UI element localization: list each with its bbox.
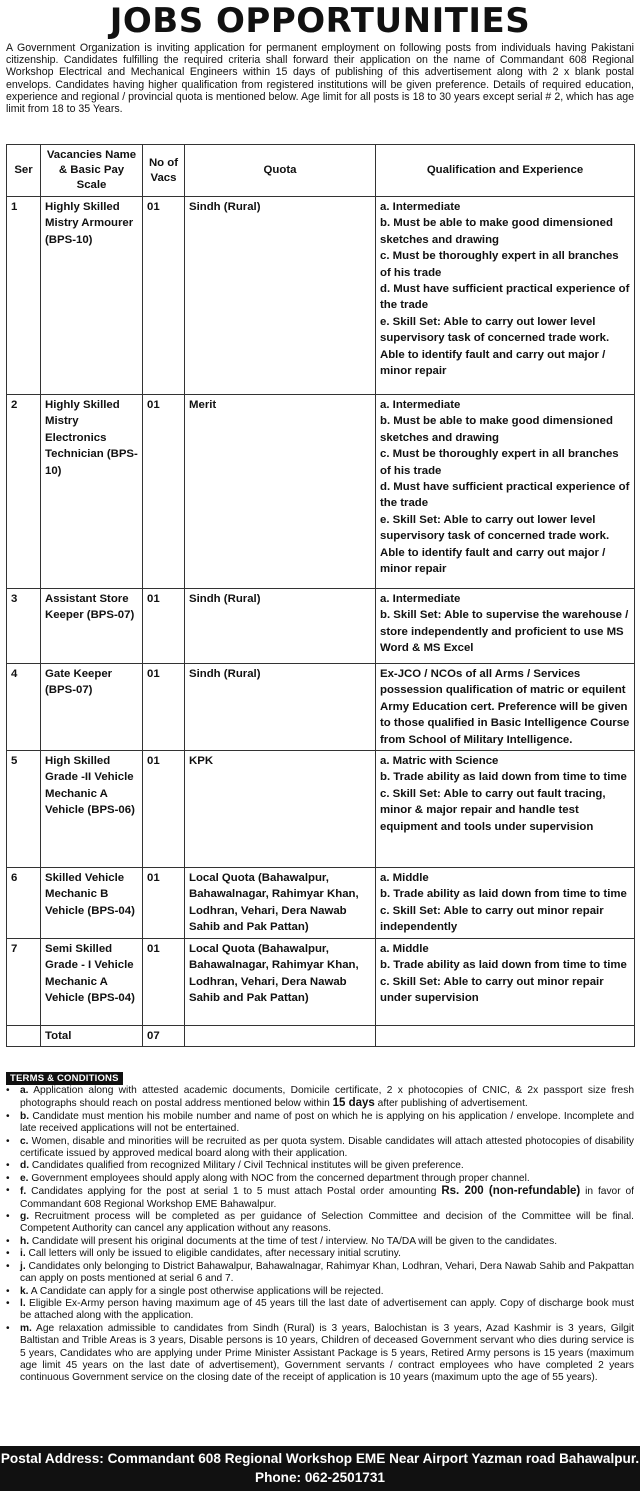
qualification-cell [376,197,635,395]
quota-cell: Local Quota (Bahawalpur, Bahawalnagar, Rahimyar Khan, Lodhran, Vehari, Dera Nawab Sahib and Pak Pattan) [185,868,376,939]
term-key: e. [20,1172,29,1184]
quota-cell: Merit [185,395,376,589]
table-header-row [7,145,635,197]
qualification-cell [376,664,635,751]
vacancy-cell: Gate Keeper (BPS-07) [41,664,143,751]
qualification-line: c. Must be thoroughly expert in all branches of his trade [380,250,619,279]
table-row [7,939,635,1026]
qualification-cell [376,589,635,664]
bullet-icon: • [6,1322,10,1334]
bullet-icon: • [6,1160,10,1172]
vacs-cell: 01 [143,939,185,1026]
bullet-icon: • [6,1110,10,1122]
ser-cell: 1 [7,197,41,395]
qualification-line: b. Must be able to make good dimensioned sketches and drawing [380,415,613,444]
term-item [6,1323,634,1385]
qualification-cell [376,751,635,868]
qualification-line: b. Trade ability as laid down from time to time [380,888,627,901]
term-text-end: after publishing of advertisement. [374,1098,528,1110]
term-text: Women, disable and minorities will be recruited as per quota system. Disable candidates will attach attested photocopies of disability certificate issued by approved medical board along with their application. [20,1135,634,1160]
qualification-line: c. Must be thoroughly expert in all branches of his trade [380,448,619,477]
vacs-cell: 01 [143,664,185,751]
table-row [7,197,635,395]
qualification-line: a. Intermediate [380,399,461,411]
term-key: b. [20,1110,30,1122]
ser-cell: 6 [7,868,41,939]
footer [0,1446,640,1491]
qualification-line: a. Intermediate [380,593,461,605]
term-item [6,1136,634,1161]
vacs-cell: 01 [143,751,185,868]
vacs-cell: 01 [143,589,185,664]
qualification-line: b. Trade ability as laid down from time to time [380,771,627,784]
quota-cell: Local Quota (Bahawalpur, Bahawalnagar, Rahimyar Khan, Lodhran, Vehari, Dera Nawab Sahib and Pak Pattan) [185,939,376,1026]
intro-paragraph: A Government Organization is inviting application for permanent employment on following posts from individuals having Pakistani citizenship. Candidates fulfilling the required criteria shall forward their application on the name of Commandant 608 Regional Workshop Electrical and Mechanical Engineers within 15 days of publishing of this advertisement along with 2 x blank postal envelops. Candidates having higher qualification from registered institutions will be given preference. Details of required education, experience and regional / provincial quota is mentioned below. Age limit for all posts is 18 to 30 years except serial # 2, which has age limit from 18 to 35 Years. [6,42,634,116]
total-empty-cell [7,1026,41,1047]
term-text: Candidates only belonging to District Bahawalpur, Bahawalnagar, Rahimyar Khan, Lodhran, Vehari, Dera Nawab Sahib and Pakpattan can apply on posts mentioned at serial 6 and 7. [20,1260,634,1285]
bullet-icon: • [6,1235,10,1247]
total-empty-cell [376,1026,635,1047]
vacancy-cell: Semi Skilled Grade - I Vehicle Mechanic A Vehicle (BPS-04) [41,939,143,1026]
quota-cell: Sindh (Rural) [185,664,376,751]
qualification-line: a. Middle [380,943,429,956]
term-text: Recruitment process will be completed as per guidance of Selection Committee and decision of the Committee will be final. Competent Authority can cancel any application without any reasons. [20,1211,634,1235]
term-item [6,1298,634,1323]
bullet-icon: • [6,1297,10,1309]
header-quota: Quota [185,145,376,197]
vacancies-table [6,144,635,1047]
term-item [6,1211,634,1236]
term-text: A Candidate can apply for a single post otherwise applications will be rejected. [30,1285,384,1297]
qualification-line: b. Must be able to make good dimensioned sketches and drawing [380,217,613,246]
header-ser: Ser [7,145,41,197]
header-vacs: No of Vacs [143,145,185,197]
page-title: JOBS OPPORTUNITIES [109,1,531,41]
postal-address: Postal Address: Commandant 608 Regional Workshop EME Near Airport Yazman road Bahawalpur. [0,1451,640,1466]
term-text: Government employees should apply along with NOC from the concerned department through proper channel. [31,1172,530,1184]
qualification-line: c. Skill Set: Able to carry out fault tracing, minor & major repair and handle test equipment and tools under supervision [380,787,606,833]
bullet-icon: • [6,1285,10,1297]
qualification-line: b. Trade ability as laid down from time to time [380,959,627,972]
term-text: Application along with attested academic documents, Domicile certificate, 2 x photocopies of CNIC, & 2x passport size fresh photographs should reach on postal address mentioned below within [20,1085,634,1110]
term-item [6,1173,634,1185]
term-emphasis: 15 days [332,1097,375,1110]
total-empty-cell [185,1026,376,1047]
term-item [6,1286,634,1298]
vacancy-cell: Skilled Vehicle Mechanic B Vehicle (BPS-04) [41,868,143,939]
table-row [7,589,635,664]
table-row [7,868,635,939]
term-key: i. [20,1248,26,1260]
term-item [6,1111,634,1136]
qualification-line: a. Middle [380,872,429,885]
table-row [7,664,635,751]
term-text: Candidates qualified from recognized Military / Civil Technical institutes will be given preference. [31,1160,464,1172]
term-key: l. [20,1297,26,1309]
vacs-cell: 01 [143,395,185,589]
bullet-icon: • [6,1085,10,1096]
term-text: Candidates applying for the post at serial 1 to 5 must attach Postal order amounting [31,1186,442,1198]
bullet-icon: • [6,1185,10,1197]
ser-cell: 5 [7,751,41,868]
qualification-line: c. Skill Set: Able to carry out minor repair under supervision [380,975,604,1005]
quota-cell: Sindh (Rural) [185,589,376,664]
total-row [7,1026,635,1047]
qualification-cell [376,395,635,589]
qualification-cell [376,868,635,939]
bullet-icon: • [6,1135,10,1147]
terms-heading: TERMS & CONDITIONS [6,1072,123,1085]
bullet-icon: • [6,1248,10,1260]
terms-list [6,1085,634,1385]
bullet-icon: • [6,1260,10,1272]
qualification-line: a. Matric with Science [380,755,499,768]
term-emphasis: Rs. 200 (non-refundable) [441,1185,581,1198]
ser-cell: 3 [7,589,41,664]
bullet-icon: • [6,1211,10,1223]
term-key: h. [20,1235,30,1247]
term-text: Eligible Ex-Army person having maximum age of 45 years till the last date of advertisement can apply. Copy of discharge book must be attached along with the application. [20,1297,634,1322]
term-text: Candidate will present his original documents at the time of test / interview. No TA/DA will be given to the candidates. [31,1235,558,1247]
quota-cell: KPK [185,751,376,868]
term-item [6,1185,634,1211]
term-text: Age relaxation admissible to candidates from Sindh (Rural) is 3 years, Balochistan is 3 years, Azad Kashmir is 3 years, Gilgit Baltistan and Trible Areas is 3 years, Disable persons is 10 years, Children of deceased Government servant who dies during service is 5 years, Candidates who are applying under Prime Minister Assistant Package is 5 years, Retired Army persons is 15 years (maximum age limit 45 years on the last date of advertisement), Government servants / contract employees who have completed 2 years continuous Government service on the closing date of the receipt of application is 10 years (maximum upto the age of 55 years). [20,1322,634,1384]
qualification-line: d. Must have sufficient practical experience of the trade [380,481,630,510]
term-key: a. [20,1085,29,1096]
qualification-line: e. Skill Set: Able to carry out lower level supervisory task of concerned trade work. Able to identify fault and carry out major / minor repair [380,315,610,378]
qualification-line: b. Skill Set: Able to supervise the warehouse / store independently and proficient to use MS Word & MS Excel [380,609,629,655]
quota-cell: Sindh (Rural) [185,197,376,395]
bullet-icon: • [6,1172,10,1184]
term-item [6,1236,634,1248]
term-key: j. [20,1260,26,1272]
qualification-cell [376,939,635,1026]
ser-cell: 7 [7,939,41,1026]
header-qualification: Qualification and Experience [376,145,635,197]
phone-number: Phone: 062-2501731 [255,1470,385,1485]
term-item [6,1248,634,1260]
header-vacancy: Vacancies Name & Basic Pay Scale [41,145,143,197]
term-text: Candidate must mention his mobile number and name of post on which he is applying on his application / envelope. Incomplete and late received applications will not be entertained. [20,1110,634,1135]
term-item [6,1261,634,1286]
ser-cell: 2 [7,395,41,589]
qualification-line: Ex-JCO / NCOs of all Arms / Services possession qualification of matric or equilent Army Education cert. Preference will be given to those qualified in Basic Intelligence Course from School of Military Intelligence. [380,668,630,746]
vacancy-cell: High Skilled Grade -II Vehicle Mechanic A Vehicle (BPS-06) [41,751,143,868]
vacancy-cell: Highly Skilled Mistry Electronics Technician (BPS-10) [41,395,143,589]
qualification-line: d. Must have sufficient practical experience of the trade [380,283,630,312]
qualification-line: e. Skill Set: Able to carry out lower level supervisory task of concerned trade work. Able to identify fault and carry out major / minor repair [380,513,610,576]
term-key: g. [20,1211,30,1223]
term-key: f. [20,1186,27,1198]
term-item [6,1085,634,1111]
vacs-cell: 01 [143,197,185,395]
table-row [7,395,635,589]
vacs-cell: 01 [143,868,185,939]
total-label: Total [41,1026,143,1047]
term-key: m. [20,1322,32,1334]
qualification-line: c. Skill Set: Able to carry out minor repair independently [380,904,604,934]
term-key: c. [20,1135,29,1147]
term-text-end: in favor of Commandant 608 Regional Workshop EME Bahawalpur. [20,1186,634,1210]
total-value: 07 [143,1026,185,1047]
term-key: k. [20,1285,29,1297]
table-row [7,751,635,868]
ser-cell: 4 [7,664,41,751]
qualification-line: a. Intermediate [380,201,461,213]
term-item [6,1160,634,1172]
term-text: Call letters will only be issued to eligible candidates, after necessary initial scrutiny. [28,1248,401,1260]
vacancy-cell: Assistant Store Keeper (BPS-07) [41,589,143,664]
vacancies-body [7,197,635,1047]
vacancy-cell: Highly Skilled Mistry Armourer (BPS-10) [41,197,143,395]
term-key: d. [20,1160,30,1172]
